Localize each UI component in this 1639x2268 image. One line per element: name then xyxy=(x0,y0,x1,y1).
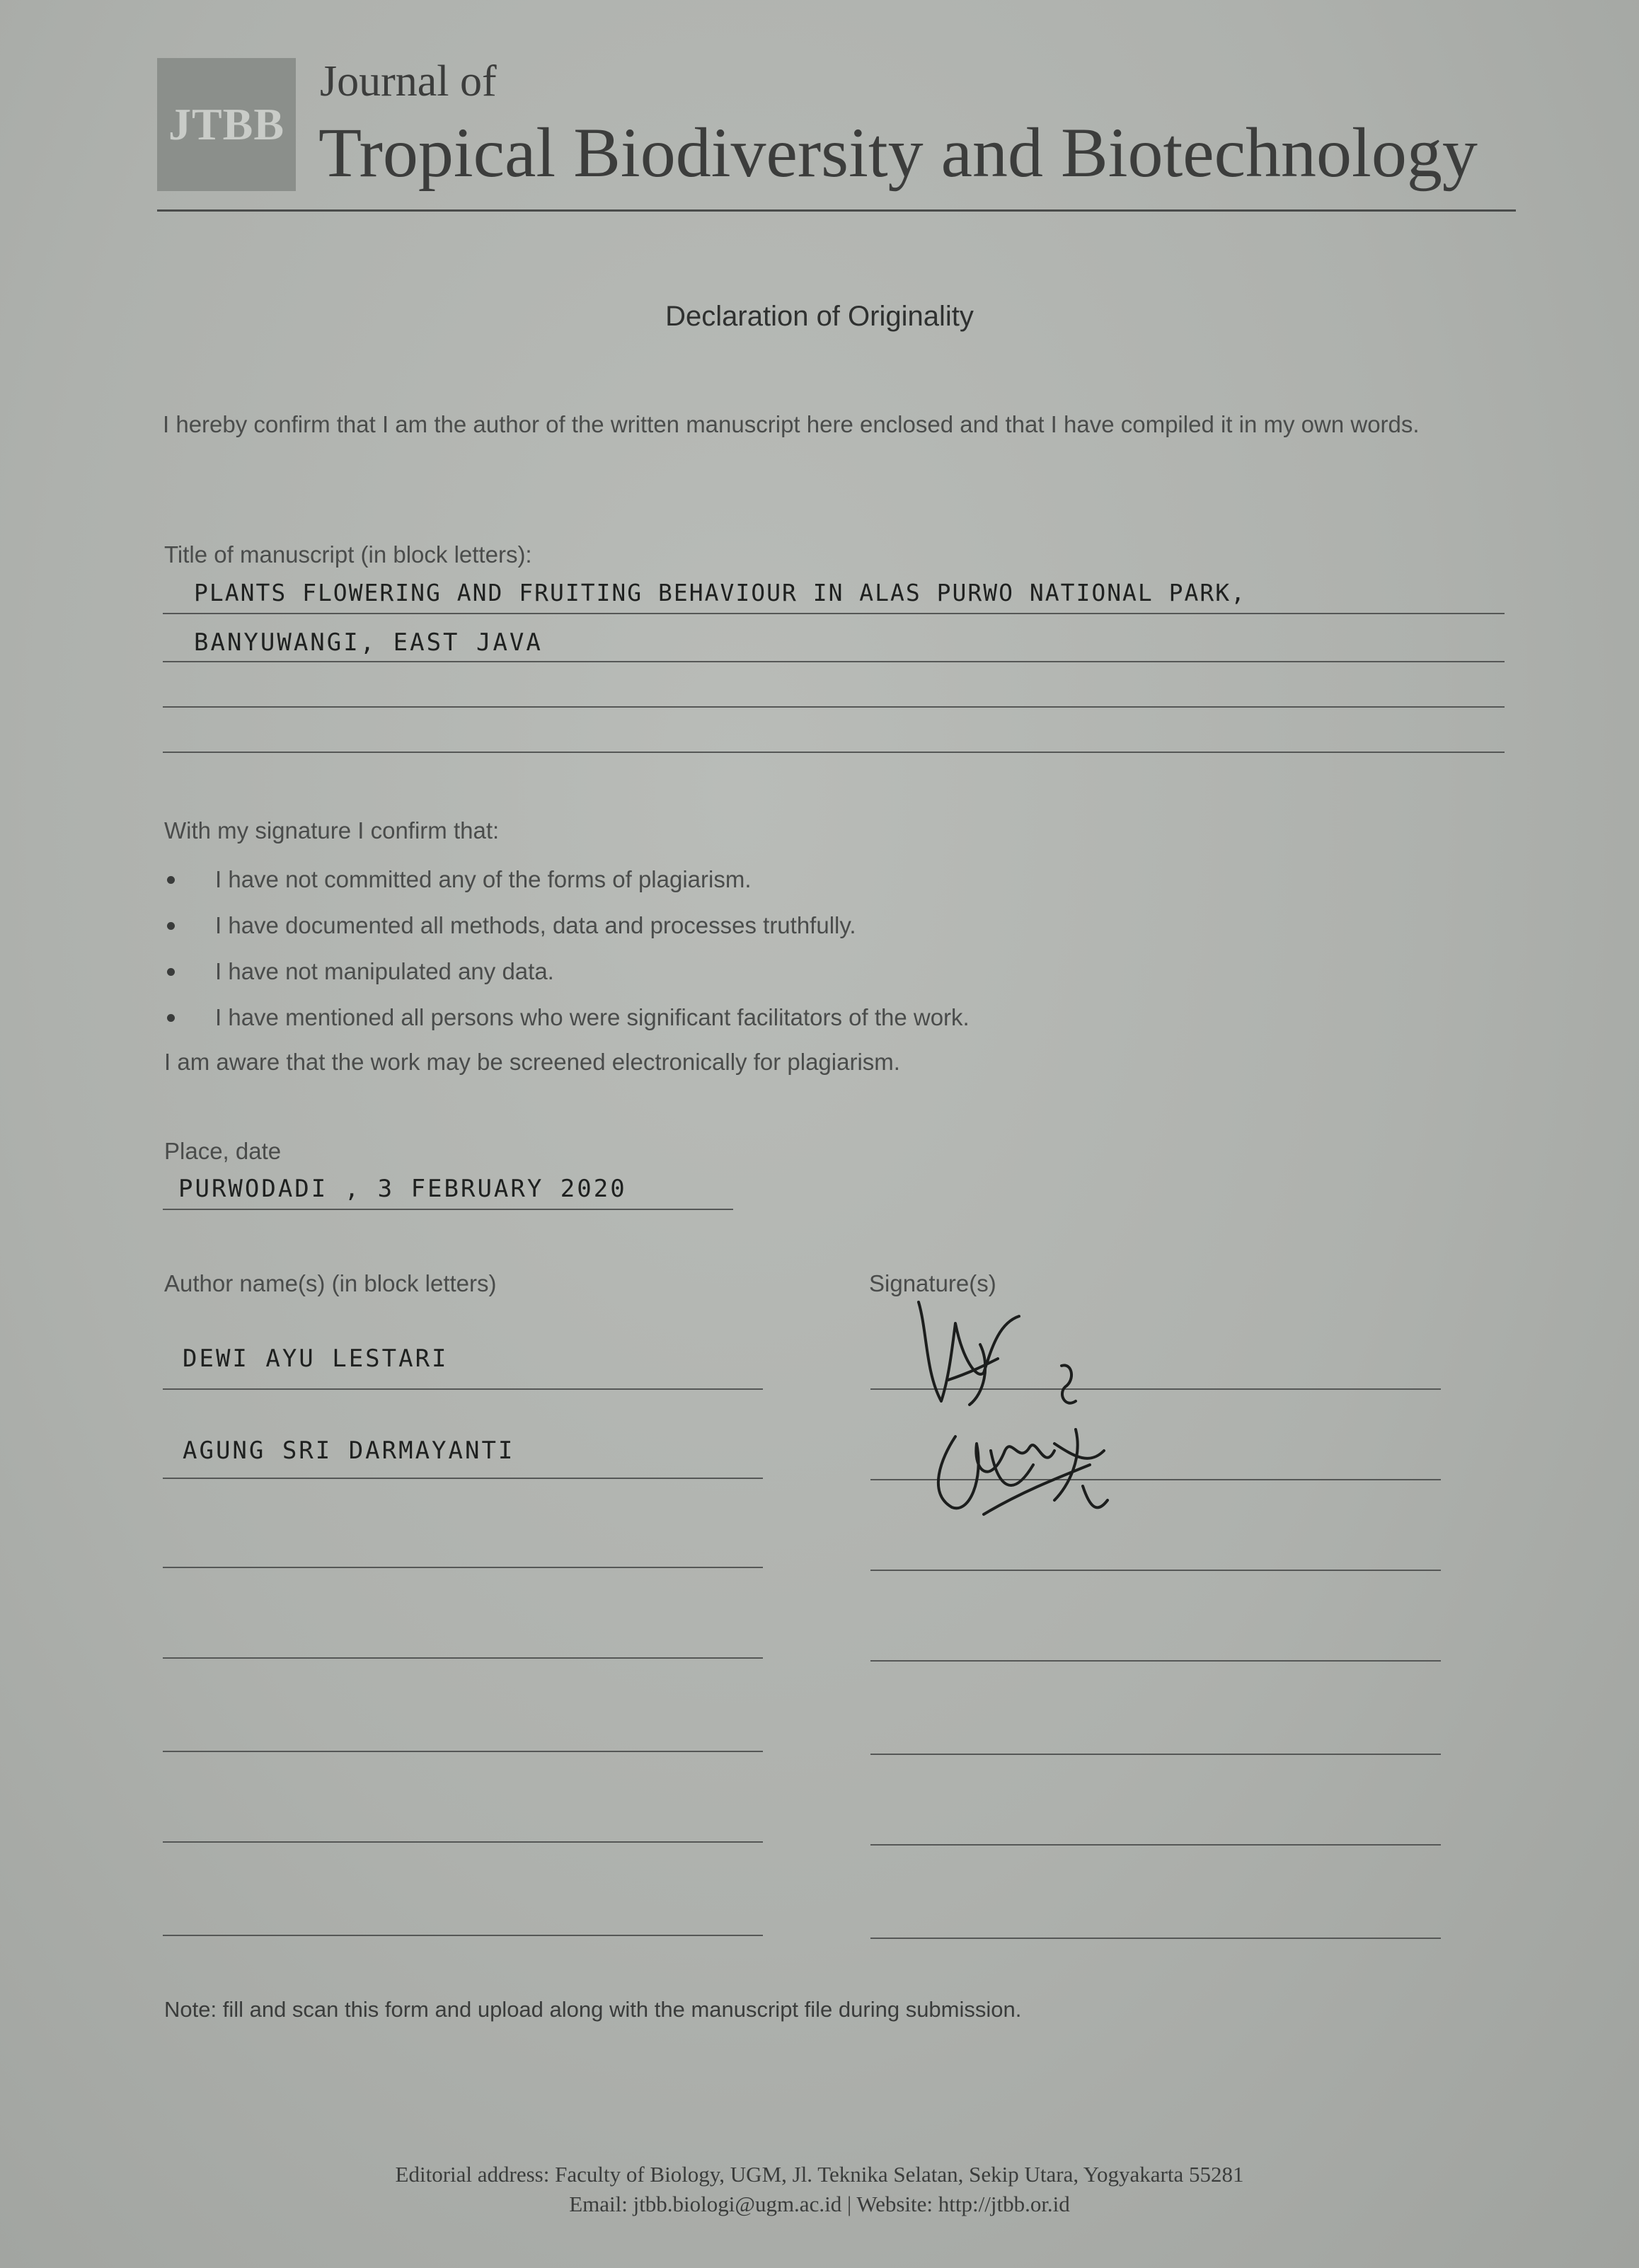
author-rule xyxy=(163,1478,763,1479)
signature-rule xyxy=(870,1754,1441,1755)
journal-name: Tropical Biodiversity and Biotechnology xyxy=(318,113,1478,192)
submission-note: Note: fill and scan this form and upload along with the manuscript file during submission. xyxy=(164,1997,1022,2022)
title-line-rule-3 xyxy=(163,706,1505,708)
signatures-label: Signature(s) xyxy=(869,1270,996,1296)
manuscript-title-label: Title of manuscript (in block letters): xyxy=(164,541,532,568)
author-name-1: DEWI AYU LESTARI xyxy=(183,1345,449,1373)
place-date-label: Place, date xyxy=(164,1138,282,1164)
signature-rule xyxy=(870,1660,1441,1662)
author-rule xyxy=(163,1841,763,1843)
title-line-rule-2 xyxy=(163,661,1505,662)
journal-logo-text: JTBB xyxy=(168,99,285,149)
title-line-rule-4 xyxy=(163,752,1505,753)
author-rule xyxy=(163,1567,763,1568)
journal-logo xyxy=(157,58,296,191)
header-divider xyxy=(157,209,1516,212)
author-name-2: AGUNG SRI DARMAYANTI xyxy=(183,1437,515,1465)
signature-rule xyxy=(870,1844,1441,1846)
contact-info: Email: jtbb.biologi@ugm.ac.id | Website: http://jtbb.or.id xyxy=(569,2192,1070,2216)
title-line-rule-1 xyxy=(163,613,1505,614)
list-item: I have not manipulated any data. xyxy=(164,948,970,994)
author-rule xyxy=(163,1388,763,1390)
editorial-address: Editorial address: Faculty of Biology, UGM, Jl. Teknika Selatan, Sekip Utara, Yogyakarta 55281 xyxy=(395,2162,1244,2187)
author-rule xyxy=(163,1935,763,1936)
journal-prefix: Journal of xyxy=(320,57,497,105)
footer xyxy=(0,2160,1639,2219)
author-rule xyxy=(163,1751,763,1752)
author-names-label: Author name(s) (in block letters) xyxy=(164,1270,497,1296)
aware-statement: I am aware that the work may be screened electronically for plagiarism. xyxy=(164,1049,900,1075)
place-date-rule xyxy=(163,1209,733,1210)
intro-statement: I hereby confirm that I am the author of the written manuscript here enclosed and that I have compiled it in my own words. xyxy=(163,411,1420,437)
list-item: I have not committed any of the forms of plagiarism. xyxy=(164,856,970,902)
confirm-list xyxy=(164,856,970,1040)
confirm-intro: With my signature I confirm that: xyxy=(164,817,500,844)
handwritten-signatures xyxy=(913,1274,1182,1571)
manuscript-title-line-1: PLANTS FLOWERING AND FRUITING BEHAVIOUR IN ALAS PURWO NATIONAL PARK, xyxy=(194,579,1247,606)
manuscript-title-line-2: BANYUWANGI, EAST JAVA xyxy=(194,628,543,657)
signature-rule xyxy=(870,1938,1441,1939)
list-item: I have mentioned all persons who were significant facilitators of the work. xyxy=(164,994,970,1040)
author-rule xyxy=(163,1657,763,1659)
place-date-value: PURWODADI , 3 FEBRUARY 2020 xyxy=(178,1175,627,1203)
document-title: Declaration of Originality xyxy=(665,301,974,332)
list-item: I have documented all methods, data and processes truthfully. xyxy=(164,902,970,948)
